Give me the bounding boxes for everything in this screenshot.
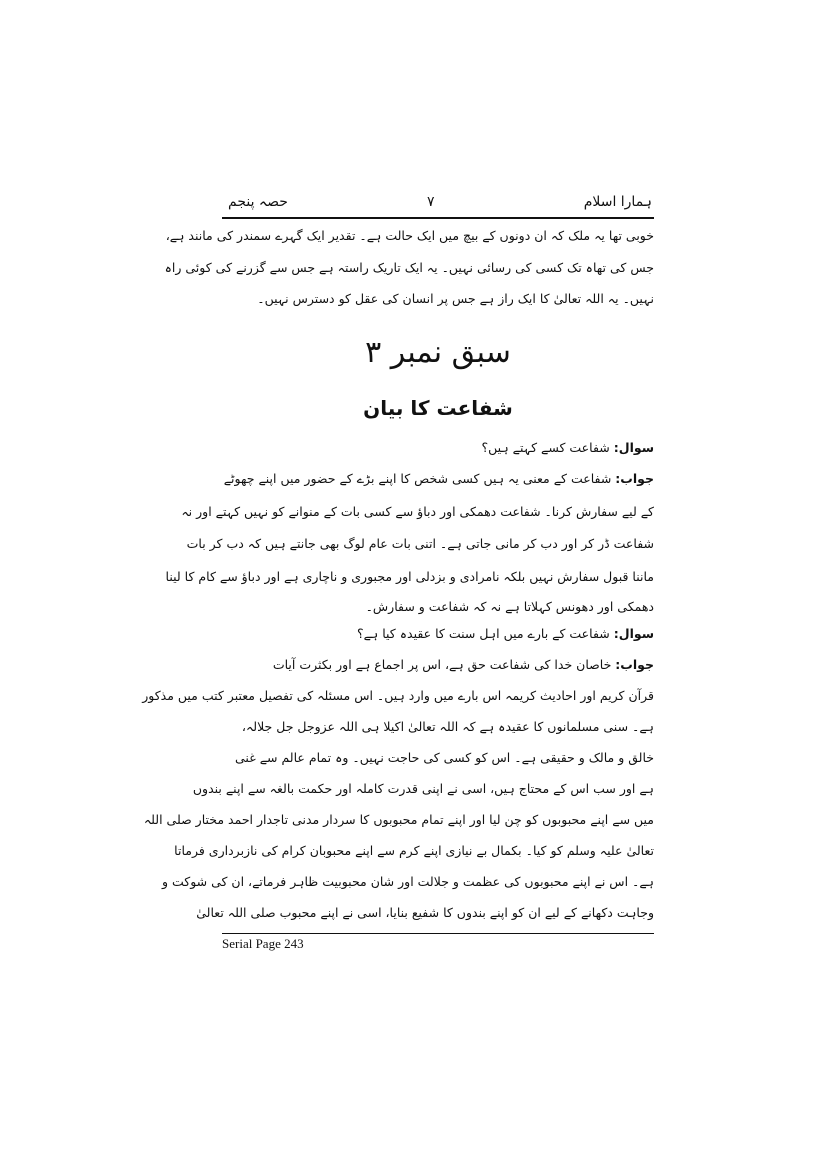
answer-2-line: قرآن کریم اور احادیث کریمہ اس بارے میں وارد ہیں۔ اس مسئلہ کی تفصیل معتبر کتب میں مذکور: [142, 688, 654, 703]
answer-1-line: شفاعت ڈر کر اور دب کر مانی جاتی ہے۔ اتنی بات عام لوگ بھی جانتے ہیں کہ دب کر بات: [186, 536, 654, 551]
question-1-label: سوال:: [613, 440, 654, 455]
answer-2-line: ہے۔ اس نے اپنے محبوبوں کی عظمت و جلالت اور شان محبوبیت ظاہر فرماتے، ان کی شوکت و: [161, 874, 654, 889]
answer-2-text: خاصان خدا کی شفاعت حق ہے، اس پر اجماع ہے اور بکثرت آیات: [272, 657, 612, 672]
answer-2-line: ہے۔ سنی مسلمانوں کا عقیدہ ہے کہ اللہ تعالیٰ اکیلا ہی اللہ عزوجل جل جلالہ،: [241, 719, 654, 734]
answer-2-line: وجاہت دکھانے کے لیے ان کو اپنے بندوں کا شفیع بنایا، اسی نے اپنے محبوب صلی اللہ تعالیٰ: [196, 905, 654, 920]
answer-1-text: شفاعت کے معنی یہ ہیں کسی شخص کا اپنے بڑے کے حضور میں اپنے چھوٹے: [223, 471, 612, 486]
answer-1-line: ماننا قبول سفارش نہیں بلکہ نامرادی و بزدلی اور مجبوری و ناچاری ہے اور دباؤ سے کام کا لینا: [165, 569, 654, 584]
answer-2-line: تعالیٰ علیہ وسلم کو کیا۔ بکمال بے نیازی اپنے کرم سے اپنے محبوبان کرام کی نازبرداری فرماتا: [174, 843, 654, 858]
answer-2-label: جواب:: [615, 657, 654, 672]
answer-1-line: دھمکی اور دھونس کہلاتا ہے نہ کہ شفاعت و سفارش۔: [365, 599, 654, 614]
header-part-label: حصہ پنجم: [228, 194, 288, 210]
serial-page-number: Serial Page 243: [222, 936, 304, 951]
question-1-text: شفاعت کسے کہتے ہیں؟: [481, 440, 610, 455]
header-page-number: ۷: [427, 194, 435, 210]
answer-2-first-line: [222, 653, 654, 677]
answer-1-line: کے لیے سفارش کرنا۔ شفاعت دھمکی اور دباؤ سے کسی بات کے منوانے کو نہیں کہتے اور نہ: [181, 504, 654, 519]
lesson-subtitle: شفاعت کا بیان: [363, 396, 513, 420]
lesson-title: سبق نمبر ۳: [365, 335, 511, 370]
question-2: [222, 622, 654, 646]
answer-2-line: خالق و مالک و حقیقی ہے۔ اس کو کسی کی حاجت نہیں۔ وہ تمام عالم سے غنی: [235, 750, 654, 765]
answer-1-label: جواب:: [615, 471, 654, 486]
intro-line: خوبی تھا یہ ملک کہ ان دونوں کے بیچ میں ایک حالت ہے۔ تقدیر ایک گہرے سمندر کی مانند ہے،: [165, 228, 654, 243]
question-2-label: سوال:: [613, 626, 654, 641]
intro-line: نہیں۔ یہ اللہ تعالیٰ کا ایک راز ہے جس پر انسان کی عقل کو دسترس نہیں۔: [257, 291, 654, 306]
answer-2-line: ہے اور سب اس کے محتاج ہیں، اسی نے اپنی قدرت کاملہ اور حکمت بالغہ سے اپنے بندوں: [192, 781, 654, 796]
intro-line: جس کی تھاہ تک کسی کی رسائی نہیں۔ یہ ایک تاریک راستہ ہے جس سے گزرنے کی کوئی راہ: [164, 260, 654, 275]
header-divider: [222, 217, 654, 219]
question-1: [222, 436, 654, 460]
page-header: [222, 192, 654, 218]
footer-divider: [222, 933, 654, 934]
header-book-title: ہمارا اسلام: [583, 194, 652, 210]
question-2-text: شفاعت کے بارے میں اہل سنت کا عقیدہ کیا ہے؟: [356, 626, 610, 641]
answer-2-line: میں سے اپنے محبوبوں کو چن لیا اور اپنے تمام محبوبوں کا سردار مدنی تاجدار احمد مختار صلی اللہ: [143, 812, 654, 827]
answer-1-first-line: [222, 467, 654, 491]
